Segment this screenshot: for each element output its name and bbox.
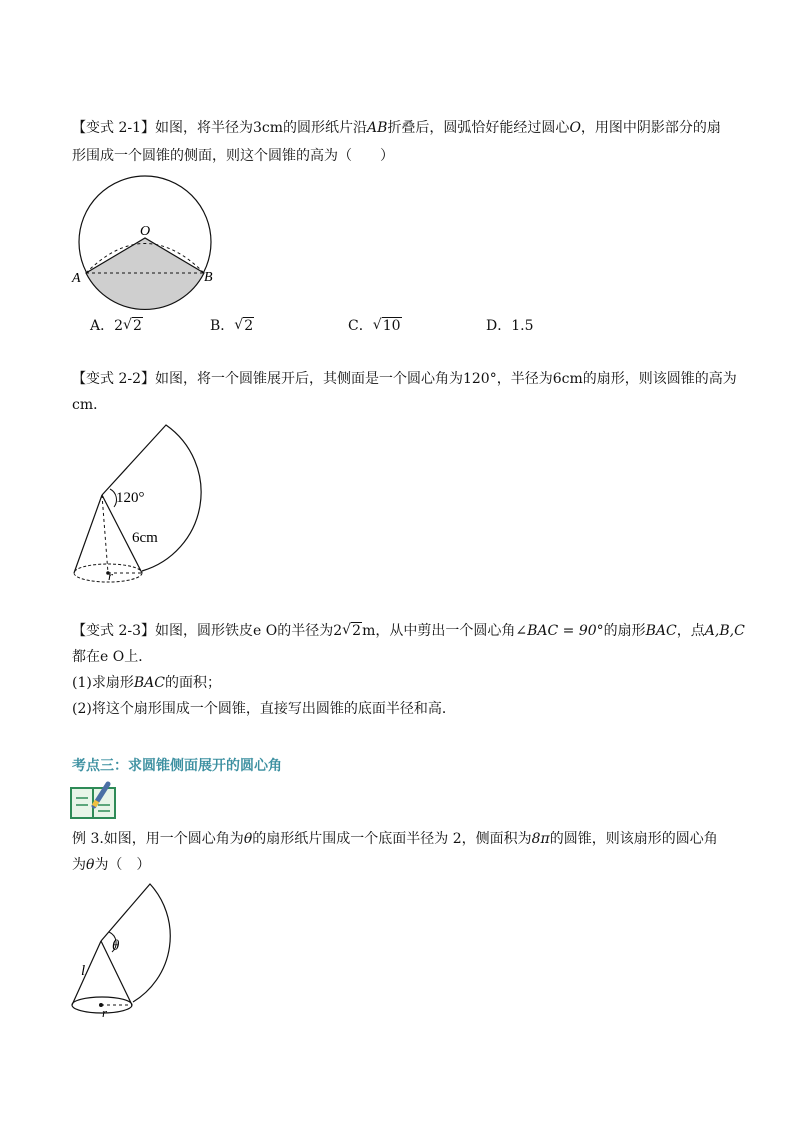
example-3-text: 例 3.如图，用一个圆心角为θ的扇形纸片围成一个底面半径为 2，侧面积为8π的圆锥，则该扇形的圆心角 为θ为（ ） xyxy=(72,831,718,873)
option-b: B．√ 2 xyxy=(210,316,254,336)
problem-2-2-figure xyxy=(70,420,230,590)
radical-sign: √ 10 xyxy=(374,316,402,336)
radical-sign: √ 2 xyxy=(124,316,143,336)
shaded-sector xyxy=(86,238,204,309)
label-l: l xyxy=(81,963,86,979)
example-3-figure xyxy=(68,880,188,1025)
cone-left-edge xyxy=(72,941,101,1005)
book-pencil-icon xyxy=(70,780,118,820)
radical-sign: √ 2 xyxy=(235,316,254,336)
question-2: (2)将这个扇形围成一个圆锥，直接写出圆锥的底面半径和高． xyxy=(72,701,456,717)
label-6cm: 6cm xyxy=(132,530,158,546)
label-r: r xyxy=(108,568,114,583)
problem-2-3-text: 【变式 2-3】如图，圆形铁皮e O的半径为2√ 2m，从中剪出一个圆心角∠BAC = 90°的扇形BAC，点A,B,C 都在e O上． (1)求扇形BAC的面积； (2)将这个扇形围成一个圆锥，直接写出圆锥的底面半径和高． xyxy=(72,619,732,721)
label-a: A xyxy=(72,271,81,286)
problem-2-1-figure xyxy=(70,172,220,312)
problem-2-1-line2: 形围成一个圆锥的侧面，则这个圆锥的高为（ ） xyxy=(72,148,394,164)
option-c: C．√ 10 xyxy=(348,316,402,336)
option-a: A．2√ 2 xyxy=(90,316,143,336)
option-d: D．1.5 xyxy=(486,318,534,334)
cone-height xyxy=(102,495,108,573)
label-o: O xyxy=(140,224,151,239)
label-r: r xyxy=(102,1005,108,1020)
question-1: (1)求扇形BAC的面积； xyxy=(72,675,221,691)
label-120: 120° xyxy=(116,490,145,506)
problem-2-1-text: 【变式 2-1】如图，将半径为3cm的圆形纸片沿AB折叠后，圆弧恰好能经过圆心O，用图中阴影部分的扇 形围成一个圆锥的侧面，则这个圆锥的高为（ ） xyxy=(72,116,732,168)
label-b: B xyxy=(204,270,213,285)
cone-left-edge xyxy=(74,495,102,573)
label-theta: θ xyxy=(112,938,120,954)
problem-2-2-text: 【变式 2-2】如图，将一个圆锥展开后，其侧面是一个圆心角为120°，半径为6cm的扇形，则该圆锥的高为 cm． xyxy=(72,371,737,413)
radical-sign: √ 2 xyxy=(343,619,362,643)
section-heading-3: 考点三：求圆锥侧面展开的圆心角 xyxy=(72,758,282,774)
